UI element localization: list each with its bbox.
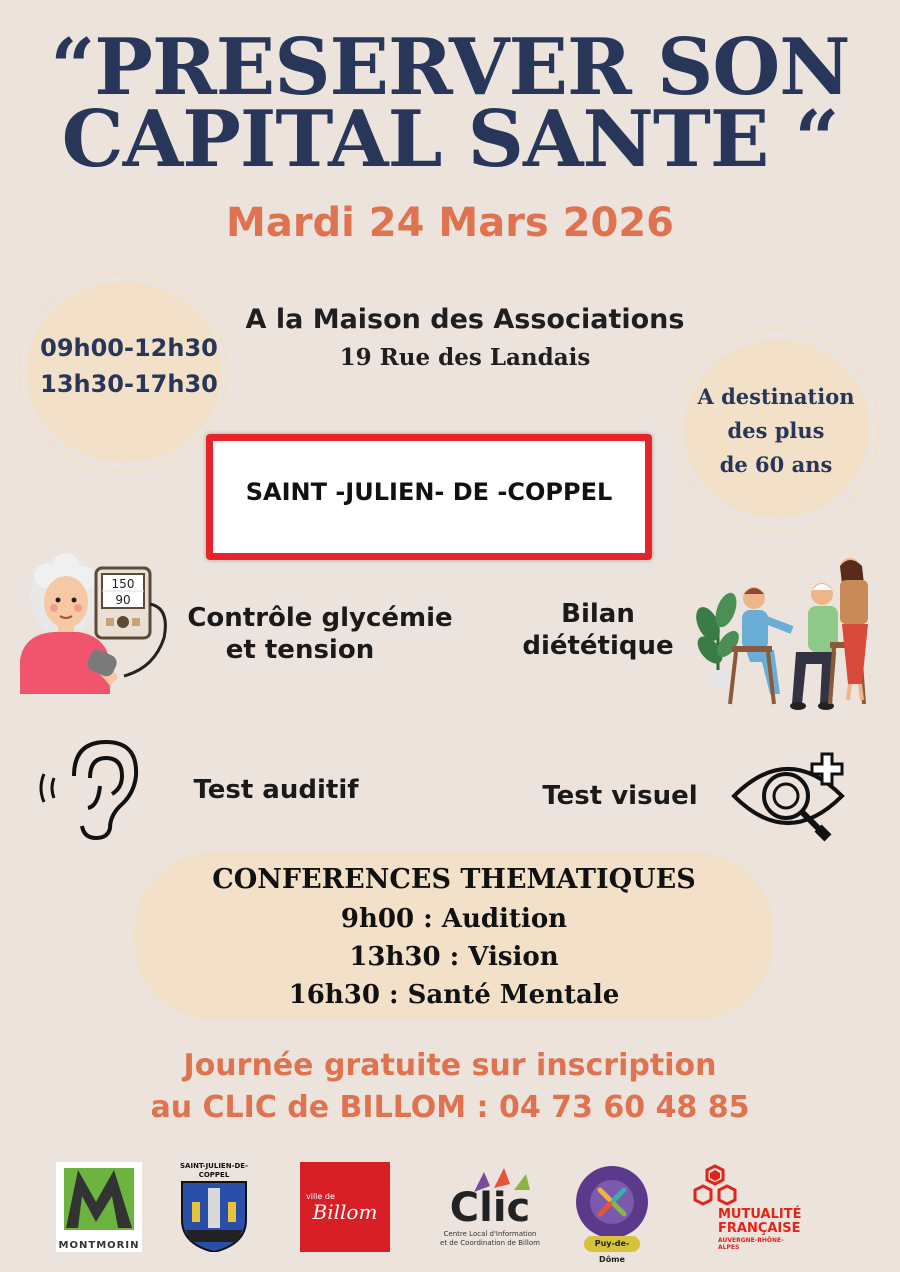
commission-seal-icon <box>570 1162 654 1238</box>
conference-item-1: 9h00 : Audition <box>340 904 568 934</box>
town-sign <box>206 434 652 560</box>
feature-bilan-line-2: diététique <box>522 631 674 661</box>
mutualite-hexagons-icon <box>690 1164 740 1208</box>
bp-diastolic: 90 <box>115 593 131 607</box>
eye-exam-icon <box>728 748 854 848</box>
saint-julien-logo <box>178 1162 250 1252</box>
feature-glycemie-line-1: Contrôle glycémie <box>187 603 453 633</box>
clic-sub-1: Centre Local d'Information <box>443 1230 537 1238</box>
commission-badge: Puy-de-Dôme <box>584 1236 640 1252</box>
blood-pressure-illustration <box>14 548 174 696</box>
title-line-2: CAPITAL SANTE “ <box>61 94 839 185</box>
clic-sub-2: et de Coordination de Billom <box>440 1239 540 1247</box>
hours-afternoon: 13h30-17h30 <box>40 370 218 398</box>
mutualite-line-2: FRANÇAISE <box>718 1221 801 1236</box>
venue-name: A la Maison des Associations <box>245 304 685 335</box>
mutualite-line-3: AUVERGNE-RHÔNE-ALPES <box>718 1237 784 1251</box>
billom-logo <box>300 1162 390 1252</box>
town-sign-label: SAINT -JULIEN- DE -COPPEL <box>245 478 613 506</box>
clic-logo <box>428 1162 552 1252</box>
consultation-illustration <box>696 554 886 720</box>
event-date: Mardi 24 Mars 2026 <box>226 200 674 246</box>
ear-icon <box>34 736 144 840</box>
montmorin-logo <box>56 1162 142 1252</box>
clic-label: Clic <box>449 1185 531 1231</box>
billom-small-label: ville de <box>306 1192 335 1201</box>
conference-item-2: 13h30 : Vision <box>349 942 559 972</box>
feature-bilan-line-1: Bilan <box>561 599 635 629</box>
title-line-1: “PRESERVER SON <box>50 22 850 113</box>
audience-line-3: de 60 ans <box>719 452 833 477</box>
venue-address: 19 Rue des Landais <box>339 344 591 371</box>
commission-logo <box>570 1162 654 1264</box>
montmorin-label: MONTMORIN <box>58 1240 140 1251</box>
saint-julien-label: SAINT-JULIEN-DE-COPPEL <box>180 1162 248 1179</box>
feature-auditif: Test auditif <box>193 775 359 805</box>
mutualite-logo <box>688 1162 802 1252</box>
mutualite-line-1: MUTUALITÉ <box>718 1207 802 1222</box>
doctor-icon <box>730 587 792 704</box>
saint-julien-shield-icon <box>178 1180 250 1252</box>
conference-item-3: 16h30 : Santé Mentale <box>288 980 620 1010</box>
cta-line-1: Journée gratuite sur inscription <box>183 1048 717 1083</box>
audience-line-1: A destination <box>697 384 855 409</box>
montmorin-m-icon <box>56 1162 142 1236</box>
cta-line-2: au CLIC de BILLOM : 04 73 60 48 85 <box>150 1090 750 1125</box>
feature-visuel: Test visuel <box>542 781 698 811</box>
feature-glycemie-line-2: et tension <box>225 635 375 665</box>
conferences-title: CONFERENCES THEMATIQUES <box>212 864 696 895</box>
billom-label: Billom <box>312 1200 378 1224</box>
bp-systolic: 150 <box>111 577 135 591</box>
plant-icon <box>696 590 743 688</box>
audience-line-2: des plus <box>727 418 825 443</box>
hours-morning: 09h00-12h30 <box>40 334 218 362</box>
